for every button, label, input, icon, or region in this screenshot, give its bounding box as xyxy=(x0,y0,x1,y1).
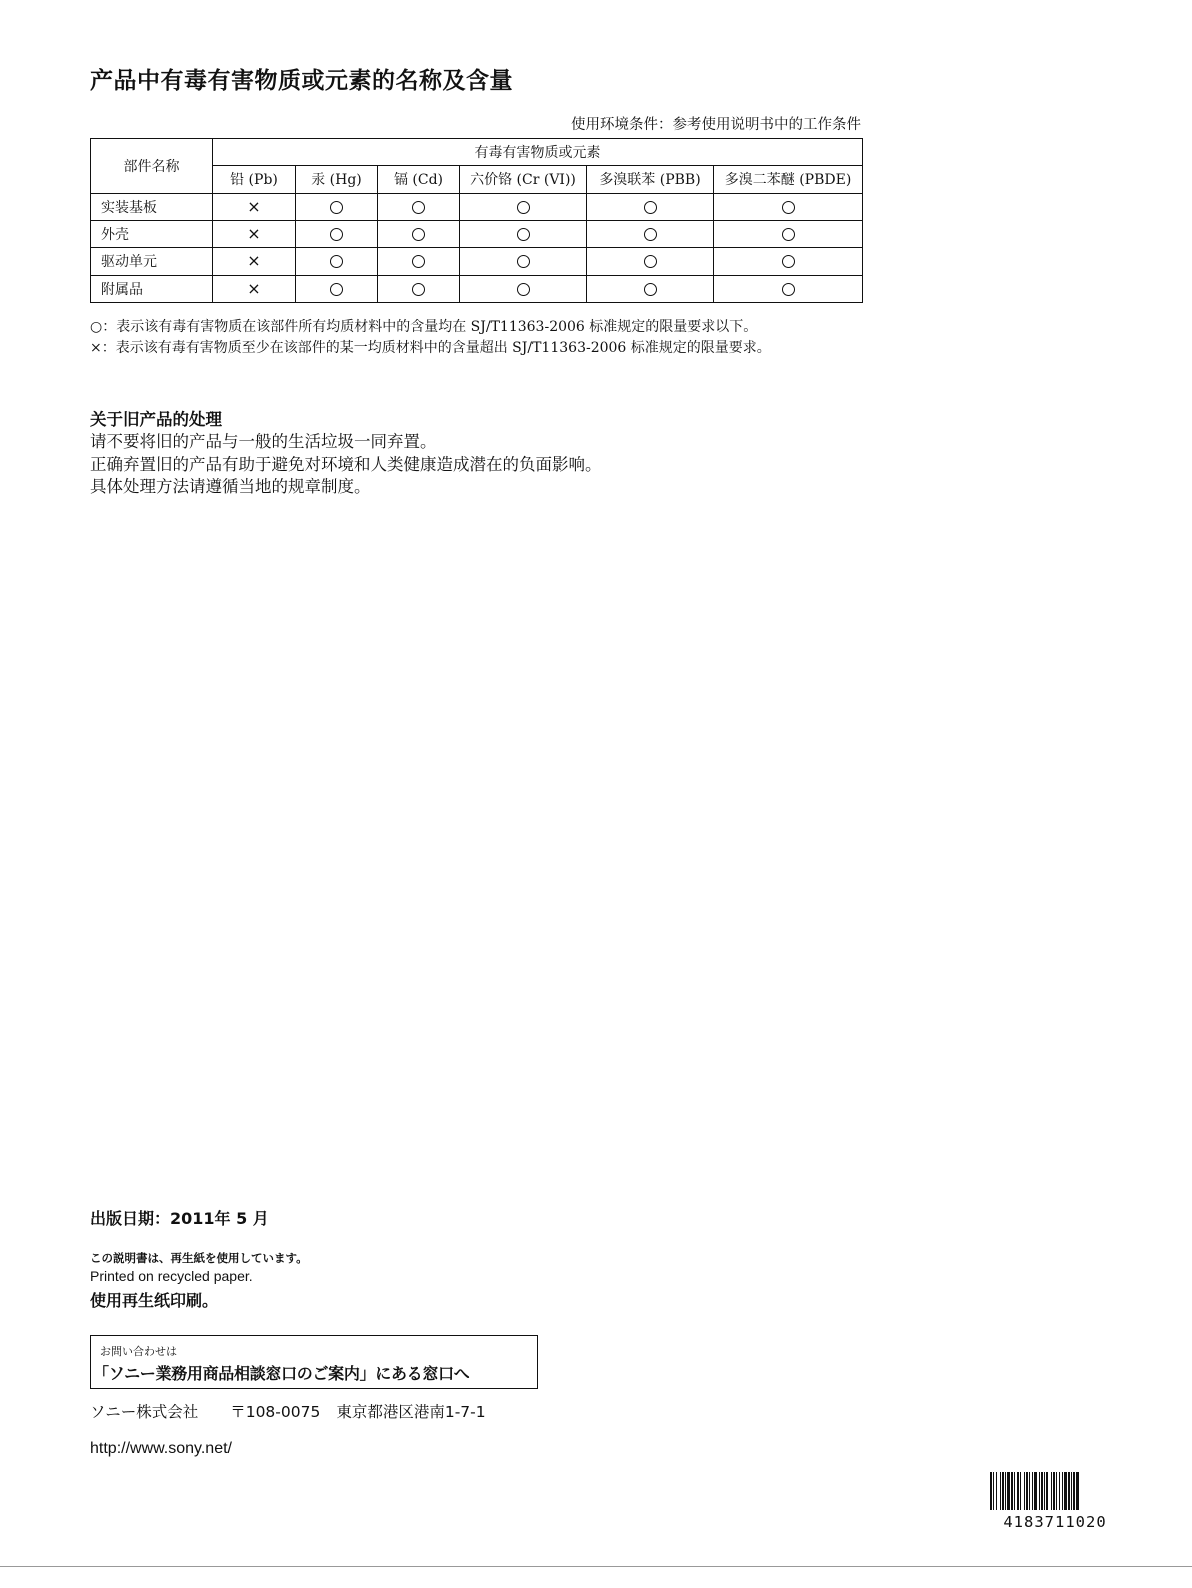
circle-icon xyxy=(517,228,530,241)
below-limit-mark xyxy=(378,248,460,275)
column-header-cr6: 六价铬 (Cr (VI)) xyxy=(460,166,587,193)
below-limit-mark xyxy=(296,193,378,220)
below-limit-mark xyxy=(587,275,714,302)
circle-icon xyxy=(330,255,343,268)
hazardous-substances-table xyxy=(90,138,863,303)
table-row xyxy=(91,248,863,275)
circle-icon xyxy=(517,255,530,268)
exceeds-limit-mark xyxy=(213,248,296,275)
legend-cross-note: ×：表示该有毒有害物质至少在该部件的某一均质材料中的含量超出 SJ/T11363-2006 标准规定的限量要求。 xyxy=(90,340,771,356)
column-header-pbde: 多溴二苯醚 (PBDE) xyxy=(714,166,863,193)
table-row xyxy=(91,275,863,302)
part-name-cell: 外壳 xyxy=(91,220,213,247)
recycled-paper-note-cn: 使用再生纸印刷。 xyxy=(90,1291,219,1310)
circle-icon xyxy=(412,255,425,268)
circle-icon xyxy=(412,283,425,296)
below-limit-mark xyxy=(460,275,587,302)
circle-icon xyxy=(517,283,530,296)
below-limit-mark xyxy=(460,193,587,220)
address-location: 東京都港区港南1-7-1 xyxy=(336,1403,486,1421)
circle-icon xyxy=(330,283,343,296)
disposal-line: 请不要将旧的产品与一般的生活垃圾一同弃置。 xyxy=(90,432,437,451)
disposal-line: 正确弃置旧的产品有助于避免对环境和人类健康造成潜在的负面影响。 xyxy=(90,455,602,474)
disposal-line: 具体处理方法请遵循当地的规章制度。 xyxy=(90,477,371,496)
column-header-pb: 铅 (Pb) xyxy=(213,166,296,193)
publication-date: 出版日期：2011年 5 月 xyxy=(90,1209,269,1228)
part-name-cell: 驱动单元 xyxy=(91,248,213,275)
below-limit-mark xyxy=(714,193,863,220)
below-limit-mark xyxy=(378,220,460,247)
contact-intro: お問い合わせは xyxy=(100,1345,177,1358)
circle-icon xyxy=(782,228,795,241)
circle-icon xyxy=(330,228,343,241)
circle-icon xyxy=(644,255,657,268)
below-limit-mark xyxy=(296,248,378,275)
table-row xyxy=(91,220,863,247)
legend-circle-note: ○：表示该有毒有害物质在该部件所有均质材料中的含量均在 SJ/T11363-2006 标准规定的限量要求以下。 xyxy=(90,319,758,335)
circle-icon xyxy=(644,201,657,214)
circle-icon xyxy=(782,201,795,214)
circle-icon xyxy=(782,283,795,296)
part-name-header: 部件名称 xyxy=(91,139,213,194)
below-limit-mark xyxy=(587,220,714,247)
table-row xyxy=(91,193,863,220)
below-limit-mark xyxy=(378,275,460,302)
below-limit-mark xyxy=(296,275,378,302)
exceeds-limit-mark xyxy=(213,275,296,302)
cross-icon: × xyxy=(247,196,261,216)
column-header-hg: 汞 (Hg) xyxy=(296,166,378,193)
circle-icon xyxy=(412,228,425,241)
sony-website-link[interactable]: http://www.sony.net/ xyxy=(90,1440,232,1457)
contact-box xyxy=(90,1335,538,1389)
column-header-pbb: 多溴联苯 (PBB) xyxy=(587,166,714,193)
contact-desk-text: 「ソニー業務用商品相談窓口のご案内」にある窓口へ xyxy=(93,1364,470,1383)
cross-icon: × xyxy=(247,278,261,298)
substances-group-header: 有毒有害物质或元素 xyxy=(213,139,863,166)
circle-icon xyxy=(644,283,657,296)
disposal-heading: 关于旧产品的处理 xyxy=(90,410,222,429)
page-bottom-rule xyxy=(0,1566,1192,1567)
barcode xyxy=(990,1472,1120,1510)
usage-conditions: 使用环境条件：参考使用说明书中的工作条件 xyxy=(571,117,861,133)
recycled-paper-note-en: Printed on recycled paper. xyxy=(90,1268,253,1284)
company-address xyxy=(90,1400,486,1422)
circle-icon xyxy=(644,228,657,241)
cross-icon: × xyxy=(247,224,261,244)
part-name-cell: 附属品 xyxy=(91,275,213,302)
page-title: 产品中有毒有害物质或元素的名称及含量 xyxy=(90,68,513,94)
below-limit-mark xyxy=(587,193,714,220)
below-limit-mark xyxy=(296,220,378,247)
recycled-paper-note-jp: この説明書は、再生紙を使用しています。 xyxy=(90,1251,308,1265)
part-name-cell: 实装基板 xyxy=(91,193,213,220)
below-limit-mark xyxy=(714,220,863,247)
circle-icon xyxy=(412,201,425,214)
exceeds-limit-mark xyxy=(213,193,296,220)
circle-icon xyxy=(330,201,343,214)
column-header-cd: 镉 (Cd) xyxy=(378,166,460,193)
below-limit-mark xyxy=(460,248,587,275)
below-limit-mark xyxy=(378,193,460,220)
cross-icon: × xyxy=(247,251,261,271)
circle-icon xyxy=(517,201,530,214)
below-limit-mark xyxy=(460,220,587,247)
company-name: ソニー株式会社 xyxy=(90,1403,199,1421)
below-limit-mark xyxy=(714,248,863,275)
circle-icon xyxy=(782,255,795,268)
exceeds-limit-mark xyxy=(213,220,296,247)
below-limit-mark xyxy=(714,275,863,302)
barcode-number: 4183711020 xyxy=(1003,1513,1107,1531)
below-limit-mark xyxy=(587,248,714,275)
postal-code: 〒108-0075 xyxy=(230,1403,321,1421)
